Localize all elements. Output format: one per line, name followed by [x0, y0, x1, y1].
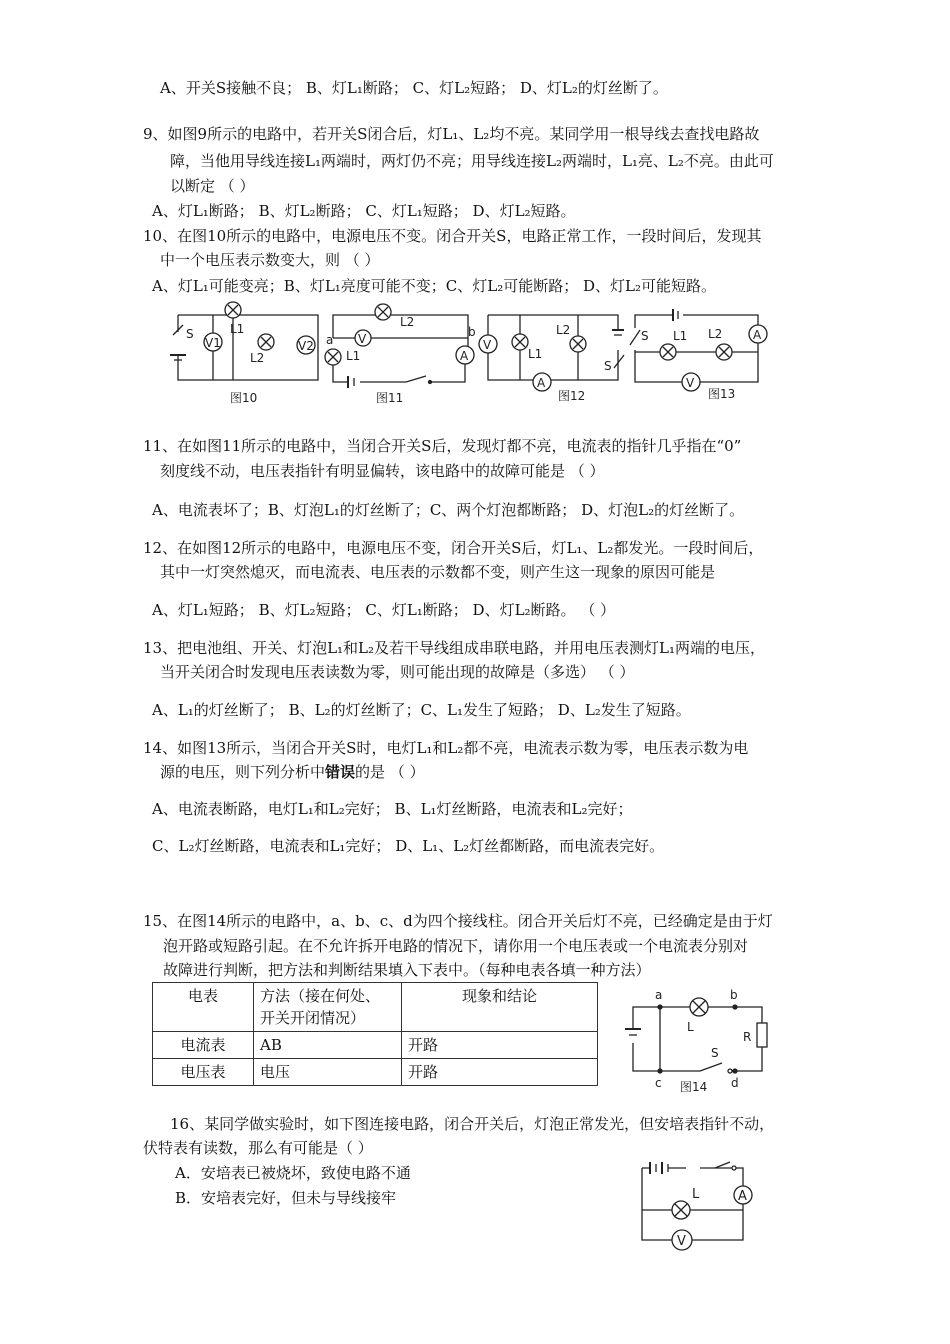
- q11-line2: 刻度线不动，电压表指针有明显偏转，该电路中的故障可能是 （ ）: [160, 462, 605, 480]
- fig14-label-d: d: [731, 1076, 739, 1090]
- fig12-label-l1: L1: [528, 347, 543, 361]
- fig13-label-v: V: [686, 376, 695, 390]
- circuit-figures-10-13: [168, 300, 778, 410]
- q14-line1: 14、如图13所示，当闭合开关S时，电灯L₁和L₂都不亮，电流表示数为零，电压表示数为电: [143, 739, 749, 757]
- fig12-label-s: S: [604, 359, 612, 373]
- fig11-label-v: V: [358, 332, 367, 346]
- table-row: [153, 1059, 598, 1086]
- fig10-caption: 图10: [230, 391, 258, 405]
- q13-options: A、L₁的灯丝断了； B、L₂的灯丝断了；C、L₁发生了短路； D、L₂发生了短路。: [152, 701, 691, 719]
- table-header-method-line1: 方法（接在何处、: [260, 987, 381, 1005]
- fig13-label-s: S: [641, 329, 649, 343]
- q12-line1: 12、在如图12所示的电路中，电源电压不变，闭合开关S后，灯L₁、L₂都发光。一段时间后，: [143, 539, 764, 557]
- q8-options: A、开关S接触不良； B、灯L₁断路； C、灯L₂短路； D、灯L₂的灯丝断了。: [160, 79, 668, 97]
- fig11-label-l1: L1: [346, 349, 361, 363]
- q9-line3: 以断定 （ ）: [170, 177, 255, 195]
- q15-line1: 15、在图14所示的电路中，a、b、c、d为四个接线柱。闭合开关后灯不亮，已经确定是由于灯: [143, 912, 773, 930]
- table-cell: 电压表: [153, 1059, 254, 1086]
- q13-line1: 13、把电池组、开关、灯泡L₁和L₂及若干导线组成串联电路，并用电压表测灯L₁两端的电压，: [143, 639, 766, 657]
- q9-options: A、灯L₁断路； B、灯L₂断路； C、灯L₁短路； D、灯L₂短路。: [152, 202, 576, 220]
- fig13-label-a: A: [753, 328, 762, 342]
- q16-option-a: A．安培表已被烧坏，致使电路不通: [175, 1164, 411, 1182]
- figure-12: [479, 315, 624, 403]
- table-cell[interactable]: 电压: [254, 1059, 402, 1086]
- fig11-caption: 图11: [376, 391, 404, 405]
- figure-10: [170, 302, 318, 405]
- table-cell[interactable]: 开路: [402, 1059, 598, 1086]
- q16-line2: 伏特表有读数，那么有可能是（ ）: [143, 1139, 373, 1157]
- fig14-caption: 图14: [680, 1080, 708, 1094]
- q14-line2-start: 源的电压，则下列分析中: [160, 763, 326, 781]
- fig12-label-a: A: [537, 376, 546, 390]
- fig11-label-a: a: [326, 333, 334, 347]
- figure-11: [325, 304, 476, 405]
- q14-line2: [160, 762, 425, 782]
- fig13-label-l1: L1: [673, 329, 688, 343]
- q9-line1: 9、如图9所示的电路中，若开关S闭合后，灯L₁、L₂均不亮。某同学用一根导线去查找电路故: [143, 125, 760, 143]
- table-header-method-line2: 开关开闭情况）: [260, 1009, 366, 1027]
- fig10-label-s: S: [186, 327, 194, 341]
- q16-fig-label-l: L: [692, 1187, 700, 1202]
- q16-line1: 16、某同学做实验时，如下图连接电路，闭合开关后，灯泡正常发光，但安培表指针不动，: [170, 1115, 775, 1133]
- fig11-label-l2: L2: [400, 315, 415, 329]
- q12-line2: 其中一灯突然熄灭，而电流表、电压表的示数都不变，则产生这一现象的原因可能是: [160, 563, 716, 581]
- fig13-caption: 图13: [708, 387, 736, 401]
- q11-options: A、电流表坏了；B、灯泡L₁的灯丝断了；C、两个灯泡都断路； D、灯泡L₂的灯丝断了。: [152, 501, 745, 519]
- q10-line2: 中一个电压表示数变大，则 （ ）: [160, 251, 380, 269]
- table-header-meter: 电表: [153, 983, 254, 1032]
- fig11-label-a-meter: A: [460, 349, 469, 363]
- fig12-label-l2: L2: [556, 323, 571, 337]
- table-header-result: 现象和结论: [402, 983, 598, 1032]
- fig11-label-b: b: [468, 325, 476, 339]
- table-row: [153, 1032, 598, 1059]
- fig14-label-a: a: [655, 988, 663, 1002]
- q14-line2-end: 的是 （ ）: [355, 763, 425, 781]
- table-cell[interactable]: AB: [254, 1032, 402, 1059]
- q12-options: A、灯L₁短路； B、灯L₂短路； C、灯L₁断路； D、灯L₂断路。 （ ）: [152, 601, 616, 619]
- table-cell: 电流表: [153, 1032, 254, 1059]
- q14-options-ab: A、电流表断路，电灯L₁和L₂完好； B、L₁灯丝断路，电流表和L₂完好；: [152, 800, 633, 818]
- q14-options-cd: C、L₂灯丝断路，电流表和L₁完好； D、L₁、L₂灯丝都断路，而电流表完好。: [152, 837, 665, 855]
- q9-line2: 障，当他用导线连接L₁两端时，两灯仍不亮；用导线连接L₂两端时，L₁亮、L₂不亮。由此可: [170, 152, 774, 170]
- fig14-label-l: L: [687, 1020, 694, 1034]
- q10-line1: 10、在图10所示的电路中，电源电压不变。闭合开关S，电路正常工作，一段时间后，发现其: [143, 227, 762, 245]
- q13-line2: 当开关闭合时发现电压表读数为零，则可能出现的故障是（多选） （ ）: [160, 663, 635, 681]
- figure-14: [615, 985, 775, 1095]
- fig10-label-v1: V1: [205, 336, 221, 350]
- fig10-label-l2: L2: [250, 351, 265, 365]
- fig14-label-r: R: [743, 1030, 752, 1044]
- figure-13: [630, 309, 767, 401]
- q16-fig-label-v: V: [677, 1234, 686, 1249]
- fig14-label-c: c: [655, 1076, 662, 1090]
- fig14-label-s: S: [711, 1046, 719, 1060]
- q15-line2: 泡开路或短路引起。在不允许拆开电路的情况下，请你用一个电压表或一个电流表分别对: [163, 937, 749, 955]
- fig12-caption: 图12: [558, 389, 586, 403]
- table-cell[interactable]: 开路: [402, 1032, 598, 1059]
- q16-circuit-figure: [630, 1158, 775, 1258]
- q10-options: A、灯L₁可能变亮；B、灯L₁亮度可能不变；C、灯L₂可能断路； D、灯L₂可能短路。: [152, 277, 717, 295]
- q11-line1: 11、在如图11所示的电路中，当闭合开关S后，发现灯都不亮，电流表的指针几乎指在“0”: [143, 437, 742, 455]
- q16-fig-label-a: A: [738, 1189, 747, 1204]
- fig12-label-v: V: [483, 338, 492, 352]
- fig14-label-b: b: [730, 988, 738, 1002]
- fig13-label-l2: L2: [708, 327, 723, 341]
- q15-line3: 故障进行判断，把方法和判断结果填入下表中。（每种电表各填一种方法）: [163, 961, 651, 979]
- q14-emphasis: 错误: [325, 763, 356, 781]
- fig10-label-v2: V2: [298, 339, 314, 353]
- q16-option-b: B．安培表完好，但未与导线接牢: [175, 1189, 397, 1207]
- fig10-label-l1: L1: [230, 322, 245, 336]
- table-header-method: [254, 983, 402, 1032]
- q15-answer-table: [152, 982, 598, 1086]
- table-header-row: [153, 983, 598, 1032]
